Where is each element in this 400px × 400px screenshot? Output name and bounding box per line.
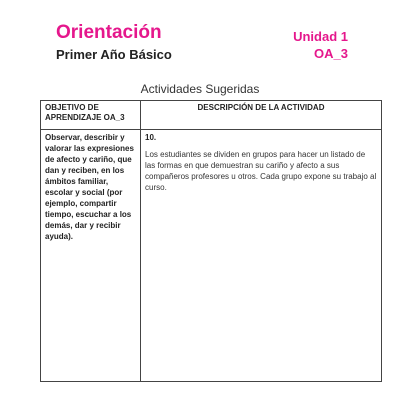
page-header-right: [293, 28, 348, 62]
page-header-left: [56, 22, 172, 63]
section-title: Actividades Sugeridas: [140, 82, 260, 96]
subject-title: Orientación: [56, 22, 162, 43]
oa-code-label: OA_3: [314, 46, 348, 61]
description-cell: [141, 130, 382, 382]
objective-header: OBJETIVO DE APRENDIZAJE OA_3: [41, 101, 141, 130]
objective-cell: Observar, describir y valorar las expresiones de afecto y cariño, que dan y reciben, en los ámbitos familiar, escolar y social (por ejemplo, compartir tiempo, escuchar a los demás, dar y recibir ayuda).: [41, 130, 141, 382]
description-header: DESCRIPCIÓN DE LA ACTIVIDAD: [141, 101, 382, 130]
activities-table: [40, 100, 382, 382]
unit-label: Unidad 1: [293, 29, 348, 44]
table-row: [41, 130, 382, 382]
activity-number: 10.: [145, 133, 157, 142]
grade-label: Primer Año Básico: [56, 47, 172, 62]
table-header-row: [41, 101, 382, 130]
activity-description: Los estudiantes se dividen en grupos para hacer un listado de las formas en que demuestran su cariño y afecto a sus compañeros profesores u otros. Cada grupo expone su trabajo al curso.: [145, 150, 377, 192]
